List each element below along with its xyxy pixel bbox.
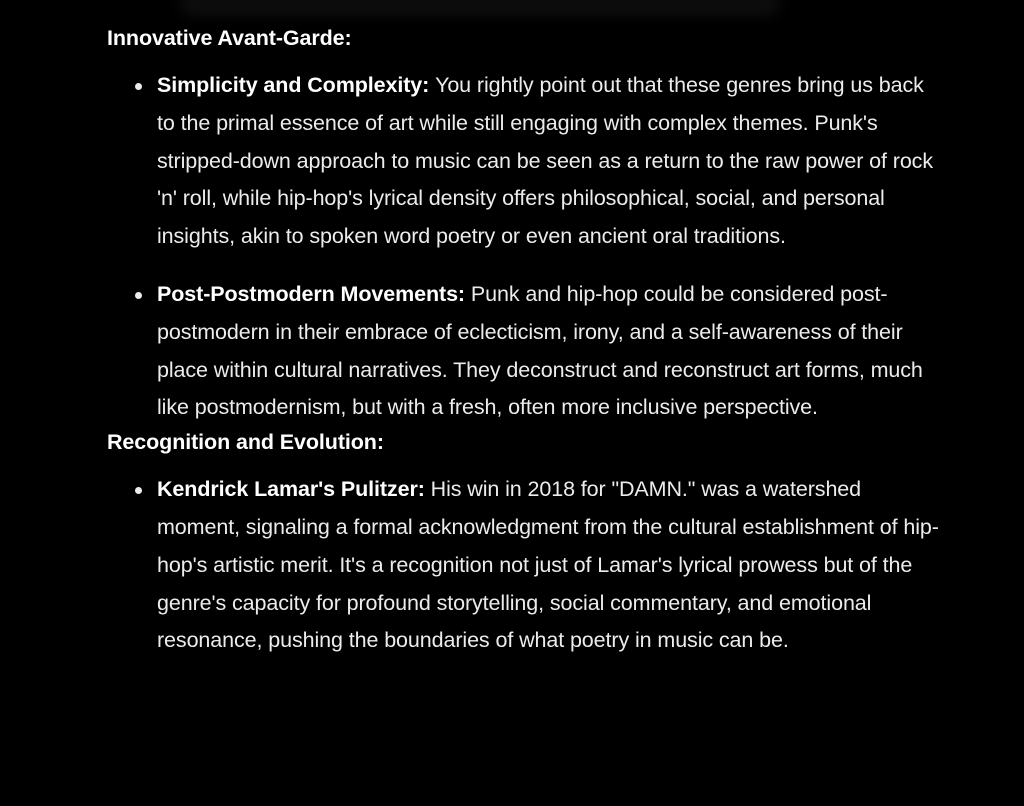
top-fade-shadow — [180, 0, 780, 16]
item-term: Post-Postmodern Movements: — [157, 281, 471, 306]
item-text: Punk and hip-hop could be considered post-postmodern in their embrace of eclecticism, irony, and a self-awareness of their place within cultural narratives. They deconstruct and reconstruct art forms, much like postmodernism, but with a fresh, often more inclusive perspective. — [157, 281, 923, 420]
chat-message-content — [107, 19, 967, 660]
list-item — [157, 471, 947, 660]
item-text: You rightly point out that these genres bring us back to the primal essence of art while still engaging with complex themes. Punk's stripped-down approach to music can be seen as a return to the raw power of rock 'n' roll, while hip-hop's lyrical density offers philosophical, social, and personal insights, akin to spoken word poetry or even ancient oral traditions. — [157, 73, 933, 249]
item-term: Kendrick Lamar's Pulitzer: — [157, 477, 431, 502]
bullet-list — [107, 471, 967, 660]
section-innovative-avant-garde — [107, 19, 967, 427]
item-term: Simplicity and Complexity: — [157, 73, 436, 97]
section-heading: Recognition and Evolution: — [107, 430, 384, 455]
bullet-icon — [135, 83, 142, 90]
item-text: His win in 2018 for "DAMN." was a watershed moment, signaling a formal acknowledgment from the cultural establishment of hip-hop's artistic merit. It's a recognition not just of Lamar's lyrical prowess but of the genre's capacity for profound storytelling, social commentary, and emotional resonance, pushing the boundaries of what poetry in music can be. — [157, 477, 939, 653]
bullet-icon — [135, 292, 142, 299]
section-recognition-and-evolution — [107, 423, 967, 660]
list-item — [157, 276, 947, 427]
bullet-list — [107, 67, 967, 427]
section-heading: Innovative Avant-Garde: — [107, 26, 352, 50]
bullet-icon — [135, 487, 142, 494]
list-item — [157, 67, 947, 256]
